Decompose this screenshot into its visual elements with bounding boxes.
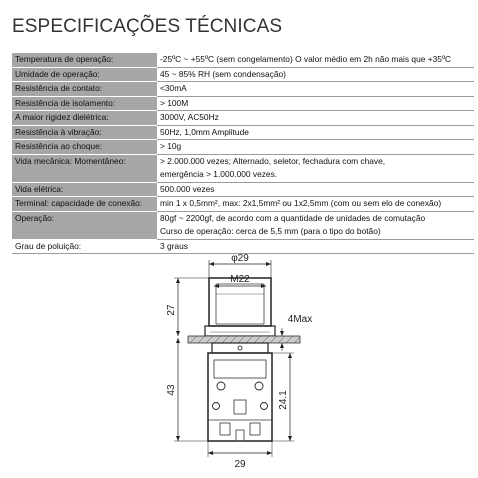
spec-value-line: > 10g — [160, 141, 182, 151]
spec-value-line: 45 ~ 85% RH (sem condensação) — [160, 68, 286, 79]
spec-value — [157, 53, 474, 67]
spec-row — [12, 154, 474, 182]
mount-ring — [212, 343, 268, 353]
spec-label: Vida mecânica: Momentâneo: — [12, 154, 157, 182]
spec-value-line: 500.000 vezes — [160, 183, 215, 194]
button-collar — [205, 326, 275, 336]
spec-row — [12, 53, 474, 67]
spec-label: Resistência de contato: — [12, 82, 157, 97]
spec-value-line: > 100M — [160, 97, 189, 108]
spec-value — [157, 82, 474, 97]
spec-label: Umidade de operação: — [12, 67, 157, 82]
spec-row — [12, 197, 474, 212]
spec-value-line: 3000V, AC50Hz — [160, 112, 219, 122]
dim-head-height: 27 — [166, 304, 177, 316]
dim-top-diameter: φ29 — [231, 253, 249, 264]
spec-value — [157, 154, 474, 182]
spec-row — [12, 67, 474, 82]
spec-value-line: > 2.000.000 vezes; Alternado, seletor, fechadura com chave, — [160, 155, 386, 166]
spec-label: A maior rigidez dielétrica: — [12, 111, 157, 126]
spec-value — [157, 182, 474, 197]
dim-base-width: 29 — [234, 459, 246, 470]
spec-value-line: 50Hz, 1,0mm Amplitude — [160, 126, 249, 137]
dim-body-height: 24.1 — [278, 390, 289, 410]
button-cap — [216, 284, 264, 324]
spec-value — [157, 197, 474, 212]
spec-value-line: emergência > 1.000.000 vezes. — [160, 169, 278, 179]
contact-block — [208, 353, 272, 441]
dim-panel-thickness: 4Max — [287, 314, 313, 325]
spec-row — [12, 96, 474, 111]
spec-label: Grau de poluição: — [12, 239, 157, 254]
spec-value — [157, 67, 474, 82]
spec-label: Resistência de isolamento: — [12, 96, 157, 111]
page-title: ESPECIFICAÇÕES TÉCNICAS — [12, 16, 283, 37]
spec-label: Resistência à vibração: — [12, 125, 157, 140]
dim-total-height: 43 — [166, 384, 177, 396]
spec-label: Operação: — [12, 211, 157, 239]
spec-value — [157, 111, 474, 126]
dimension-drawing — [150, 250, 330, 475]
spec-label: Temperatura de operação: — [12, 53, 157, 67]
spec-value-line: 3 graus — [160, 240, 188, 251]
spec-value — [157, 140, 474, 155]
spec-value-line: min 1 x 0,5mm², max: 2x1,5mm² ou 1x2,5mm (com ou sem elo de conexão) — [160, 198, 442, 208]
spec-row — [12, 111, 474, 126]
spec-label: Terminal: capacidade de conexão: — [12, 197, 157, 212]
spec-row — [12, 211, 474, 239]
spec-row — [12, 140, 474, 155]
spec-value — [157, 125, 474, 140]
spec-table — [12, 53, 474, 254]
spec-label: Resistência ao choque: — [12, 140, 157, 155]
spec-value — [157, 96, 474, 111]
spec-value-line: -25ºC ~ +55ºC (sem congelamento) O valor médio em 2h não mais que +35ºC — [160, 54, 452, 64]
spec-row — [12, 125, 474, 140]
spec-label: Vida elétrica: — [12, 182, 157, 197]
spec-row — [12, 182, 474, 197]
spec-value — [157, 211, 474, 239]
spec-value-line: Curso de operação: cerca de 5,5 mm (para o tipo do botão) — [160, 226, 381, 236]
spec-row — [12, 82, 474, 97]
dim-thread: M22 — [230, 274, 250, 285]
spec-value-line: <30mA — [160, 83, 187, 93]
spec-value-line: 80gf ~ 2200gf, de acordo com a quantidade de unidades de comutação — [160, 212, 426, 223]
